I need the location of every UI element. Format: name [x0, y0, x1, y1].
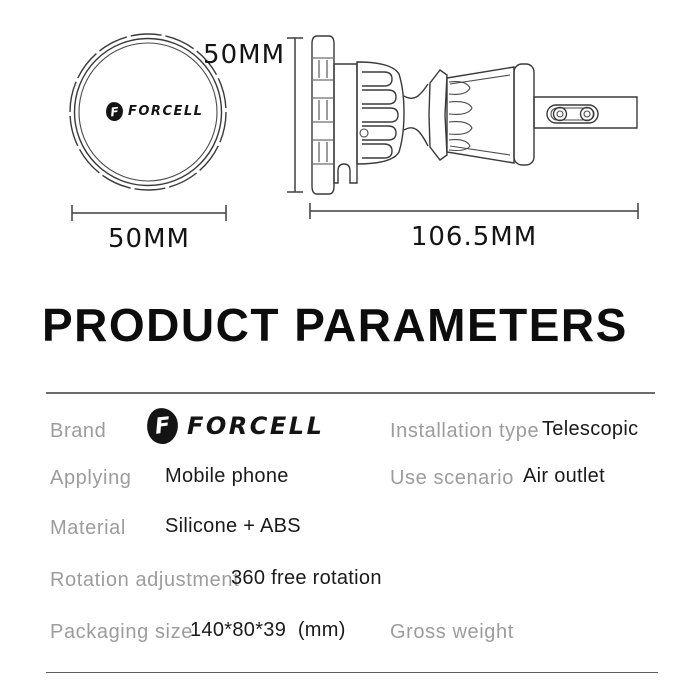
dimension-label-side-height: 50MM [203, 40, 285, 70]
param-label-rotation: Rotation adjustment [50, 569, 240, 591]
param-label-material: Material [50, 517, 126, 539]
logo-f-letter: F [153, 412, 172, 440]
param-value-use-scenario: Air outlet [523, 465, 605, 487]
param-label-brand: Brand [50, 420, 107, 442]
forcell-f-icon [145, 406, 180, 445]
divider-bottom [46, 672, 658, 673]
logo-wordmark: FORCELL [187, 412, 325, 440]
dimension-lines [72, 38, 638, 221]
param-label-gross-weight: Gross weight [390, 621, 514, 643]
param-label-applying: Applying [50, 467, 132, 489]
param-value-installation-type: Telescopic [542, 418, 639, 440]
brand-logo-table [147, 408, 324, 444]
param-label-use-scenario: Use scenario [390, 467, 514, 489]
dimension-label-front-width: 50MM [108, 224, 190, 254]
param-value-material: Silicone + ABS [165, 515, 301, 537]
param-label-packaging-size: Packaging size [50, 621, 193, 643]
divider-top [46, 392, 655, 394]
param-value-rotation: 360 free rotation [231, 567, 382, 589]
page-title: PRODUCT PARAMETERS [42, 299, 628, 351]
forcell-f-icon [105, 101, 124, 122]
brand-logo-front-view [106, 102, 203, 121]
side-view-holder [312, 36, 637, 194]
param-label-installation-type: Installation type [390, 420, 540, 442]
param-value-applying: Mobile phone [165, 465, 289, 487]
param-value-packaging-size: 140*80*39 (mm) [190, 619, 346, 641]
logo-f-letter: F [109, 104, 120, 119]
logo-wordmark: FORCELL [128, 104, 204, 119]
dimension-label-side-length: 106.5MM [410, 222, 538, 252]
